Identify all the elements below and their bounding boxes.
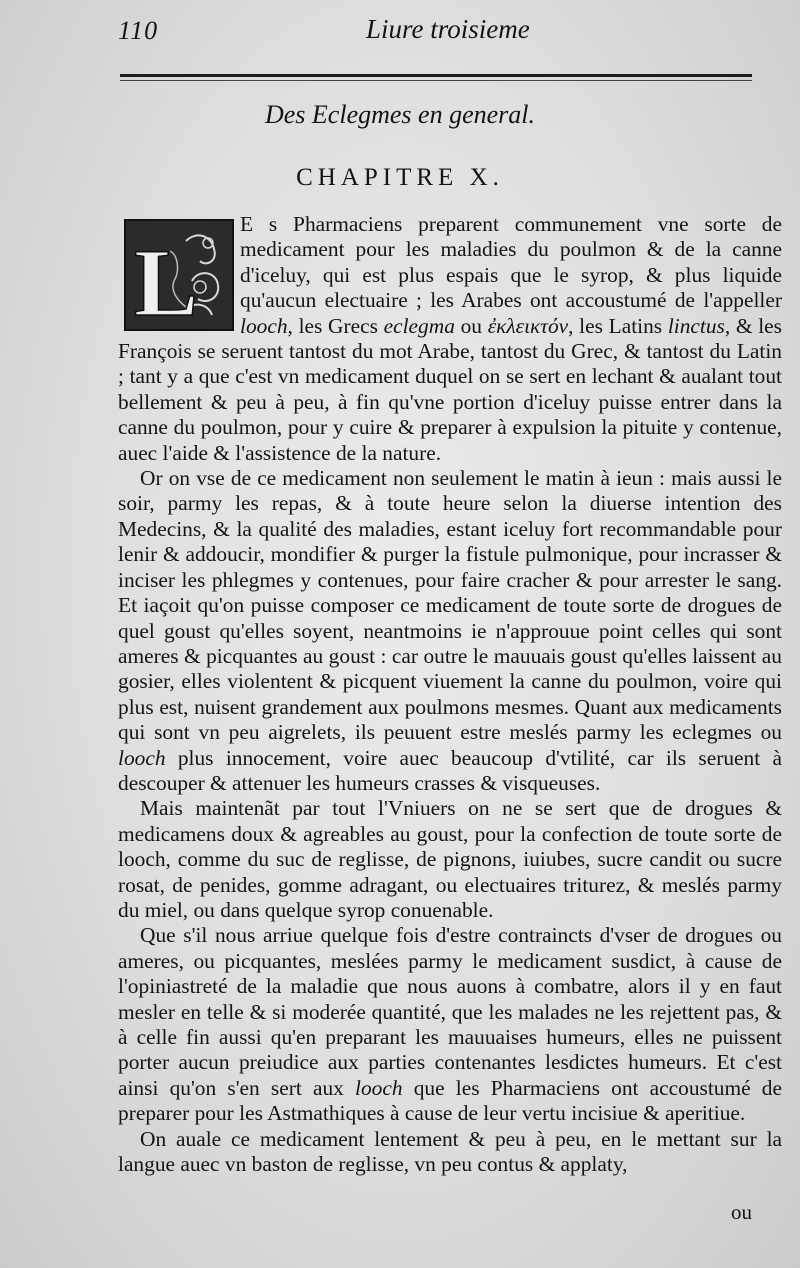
drop-cap-letter: L xyxy=(134,229,199,329)
term-eclegma: eclegma xyxy=(383,313,455,338)
paragraph-2: Or on vse de ce medicament non seulement le matin à ieun : mais aussi le soir, parmy les repas, & à toute heure selon la diuerse intention des Medecins, & la qualité des maladies, estant iceluy fort recommandable pour lenir & addoucir, mondifier & purger la fistule pulmonique, pour incrasser & inciser les phlegmes y contenues, pour faire cracher & pour arrester le sang. Et iaçoit qu'on puisse composer ce medicament de toute sorte de drogues de quel goust qu'elles soyent, neantmoins ie n'approuue point celles qui sont ameres & picquantes au goust : car outre le mauuais goust qu'elles laissent au gosier, elles violentent & picquent viuement la canne du poulmon, voire qui plus est, nuisent grandement aux poulmons mesmes. Quant aux medicaments qui sont vn peu aigrelets, ils peuuent estre meslés parmy les eclegmes ou looch plus innocement, voire auec beaucoup d'vtilité, car ils seruent à descouper & attenuer les humeurs crasses & visqueuses. xyxy=(118,466,782,795)
term-looch: looch xyxy=(355,1075,403,1100)
term-greek: ἐκλεικτόν xyxy=(487,313,569,338)
section-title: Des Eclegmes en general. xyxy=(264,100,536,129)
running-title: Liure troisieme xyxy=(366,14,530,44)
term-looch: looch xyxy=(240,313,288,338)
term-looch: looch xyxy=(118,745,166,770)
page-header xyxy=(0,10,800,46)
catchword: ou xyxy=(731,1200,752,1224)
chapter-heading: CHAPITRE X. xyxy=(296,164,504,191)
paragraph-3: Mais maintenãt par tout l'Vniuers on ne se sert que de drogues & medicamens doux & agreables au goust, pour la confection de toute sorte de looch, comme du suc de reglisse, de pignons, iuiubes, sucre candit ou sucre rosat, de penides, gomme adragant, ou electuaires triturez, & meslés parmy du miel, ou dans quelque syrop conuenable. xyxy=(118,796,782,922)
term-linctus: linctus xyxy=(667,313,725,338)
header-rule xyxy=(120,74,752,77)
header-rule-thin xyxy=(120,80,752,81)
chapter-body xyxy=(118,212,782,1177)
paragraph-4: Que s'il nous arriue quelque fois d'estre contraincts d'vser de drogues ou ameres, ou picquantes, meslées parmy le medicament susdict, à cause de l'opiniastreté de la maladie que nous auons à combatre, alors il y en faut mesler en telle & si moderée quantité, que les malades ne les rejettent pas, & à celle fin aussi qu'en preparant les mauuaises humeurs, elles ne puissent porter aucun preiudice aux parties contenantes lesdictes humeurs. Et c'est ainsi qu'on s'en sert aux looch que les Pharmaciens ont accoustumé de preparer pour les Astmathiques à cause de leur vertu incisiue & aperitiue. xyxy=(118,923,782,1126)
paragraph-5: On auale ce medicament lentement & peu à peu, en le mettant sur la langue auec vn baston de reglisse, vn peu contus & applaty, xyxy=(118,1126,782,1177)
paragraph-1: E s Pharmaciens preparent communement vne sorte de medicament pour les maladies du poulmon & de la canne d'iceluy, qui est plus espais que le syrop, & plus liquide qu'aucun electuaire ; les Arabes ont accoustumé de l'appeller looch, les Grecs eclegma ou ἐκλεικτόν, les Latins linctus, & les François se seruent tantost du mot Arabe, tantost du Grec, & tantost du Latin ; tant y a que c'est vn medicament duquel on se sert en lechant & aualant tout bellement & peu à peu, à fin qu'vne portion d'iceluy puisse entrer dans la canne du poulmon, pour y cuire & preparer à expulsion la pituite y contenue, auec l'aide & l'assistence de la nature. xyxy=(118,212,782,465)
page-number: 110 xyxy=(118,16,159,45)
